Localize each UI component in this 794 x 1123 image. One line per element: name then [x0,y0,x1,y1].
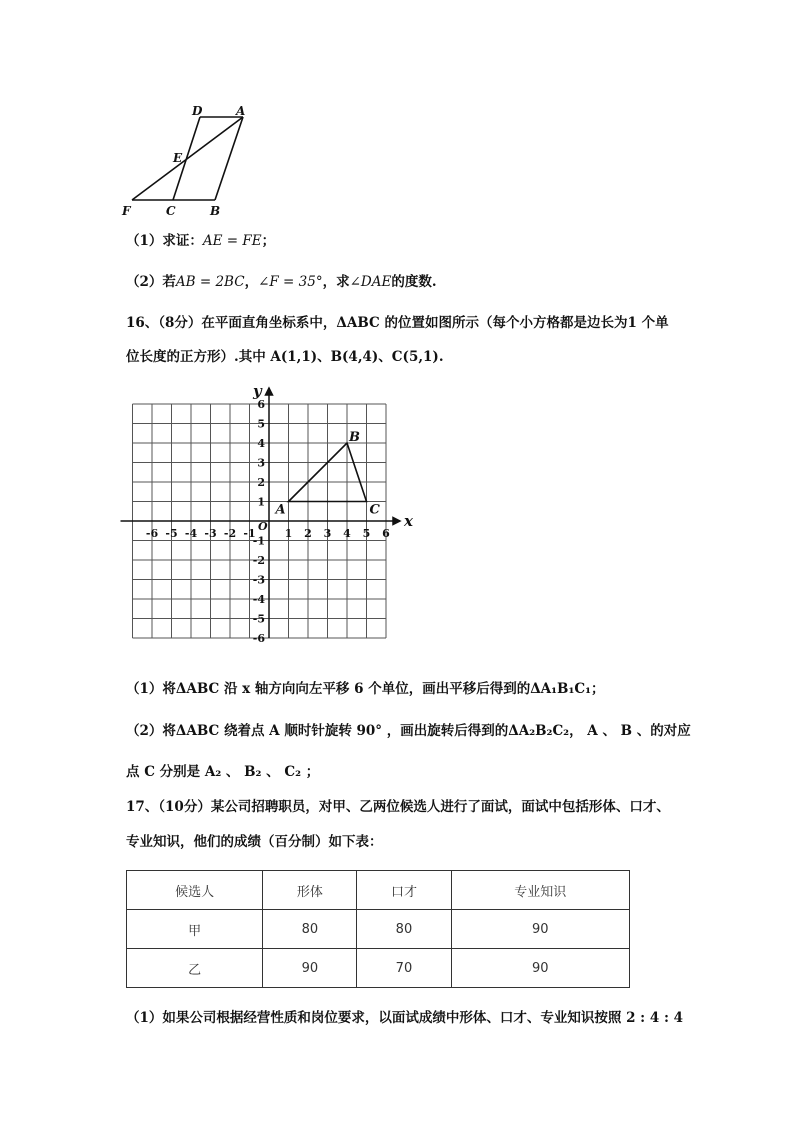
q15-part2-prefix: （2）若 [126,274,176,290]
q15-part2-math2: ∠F = 35° [258,274,323,290]
table-cell: 80 [263,910,357,949]
origin-label: O [258,520,268,533]
q15-part1-suffix: ； [261,233,276,249]
q15-part2 [126,272,437,292]
score-table [126,870,630,988]
coordinate-grid [118,382,413,656]
q16-part1: （1）将ΔABC 沿 x 轴方向向左平移 6 个单位，画出平移后得到的ΔA₁B₁C₁； [126,681,605,697]
x-tick-label: 3 [323,527,332,540]
label-b: B [210,204,221,218]
table-cell: 80 [357,910,451,949]
table-header-cell: 专业知识 [451,871,630,910]
q15-part2-sep: ， [244,274,259,290]
table-row [127,949,630,988]
parallelogram-figure [118,105,258,220]
x-tick-label: -2 [223,527,237,540]
q16-part2-line1: （2）将ΔABC 绕着点 A 顺时针旋转 90° ，画出旋转后得到的ΔA₂B₂C₂， A 、 B 、的对应 [126,723,691,739]
table-cell: 甲 [127,910,263,949]
segment-ab [215,117,243,200]
q17-line1: 17、（10分）某公司招聘职员，对甲、乙两位候选人进行了面试，面试中包括形体、口才、 [126,799,670,815]
table-header-cell: 口才 [357,871,451,910]
y-tick-label: 6 [257,398,265,411]
x-tick-label: 5 [362,527,371,540]
q16-line1: 16、（8分）在平面直角坐标系中，ΔABC 的位置如图所示（每个小方格都是边长为1 个单 [126,315,669,331]
table-row [127,910,630,949]
label-e: E [173,151,183,165]
label-d: D [192,104,203,118]
q15-part1 [126,231,275,251]
q17-part1: （1）如果公司根据经营性质和岗位要求，以面试成绩中形体、口才、专业知识按照 2 : 4 : 4 [126,1010,684,1026]
table-header-row [127,871,630,910]
vertex-label-a: A [275,502,286,518]
q15-part1-prefix: （1）求证： [126,233,203,249]
segment-fa [132,117,243,200]
x-tick-label: 2 [304,527,312,540]
x-tick-label: -3 [204,527,217,540]
y-tick-label: -5 [252,612,265,626]
table-cell: 90 [451,910,630,949]
y-tick-label: 1 [257,495,265,509]
q16-line2: 位长度的正方形）.其中 A(1,1)、B(4,4)、C(5,1). [126,349,444,365]
y-tick-label: 2 [257,476,265,489]
y-tick-label: 5 [257,417,265,431]
q15-part2-mid: ，求 [322,274,350,290]
label-f: F [122,204,131,218]
table-cell: 90 [451,949,630,988]
vertex-label-c: C [369,502,380,518]
table-header-cell: 形体 [263,871,357,910]
table-header-cell: 候选人 [127,871,263,910]
table-cell: 70 [357,949,451,988]
x-tick-label: -6 [145,527,159,540]
y-tick-label: -1 [252,534,265,548]
y-tick-label: -3 [252,573,265,587]
q15-part1-math: AE = FE [202,233,262,249]
y-tick-label: -4 [252,593,265,606]
vertex-label-b: B [349,430,360,445]
q15-part2-suffix: 的度数. [391,274,437,290]
y-tick-label: -2 [252,554,265,567]
x-tick-label: -1 [243,527,256,540]
y-tick-label: 4 [257,437,265,450]
y-tick-label: 3 [257,456,265,470]
label-c: C [166,204,176,218]
y-tick-label: -6 [252,632,265,645]
x-axis-label: x [404,512,413,530]
q16-part2-line2: 点 C 分别是 A₂ 、 B₂ 、 C₂ ； [126,764,320,780]
y-axis-label: y [253,382,262,400]
x-tick-label: 1 [284,527,293,540]
label-a: A [236,104,246,118]
x-tick-label: 4 [343,527,351,540]
y-axis-arrow [266,388,273,395]
q17-line2: 专业知识，他们的成绩（百分制）如下表： [126,834,383,850]
x-axis-arrow [393,518,400,525]
table-cell: 乙 [127,949,263,988]
x-tick-label: -5 [165,527,178,540]
q15-part2-math1: AB = 2BC [175,274,245,290]
x-tick-label: 6 [382,527,390,540]
x-tick-label: -4 [184,527,198,540]
table-cell: 90 [263,949,357,988]
q15-part2-math3: ∠DAE [349,274,392,290]
